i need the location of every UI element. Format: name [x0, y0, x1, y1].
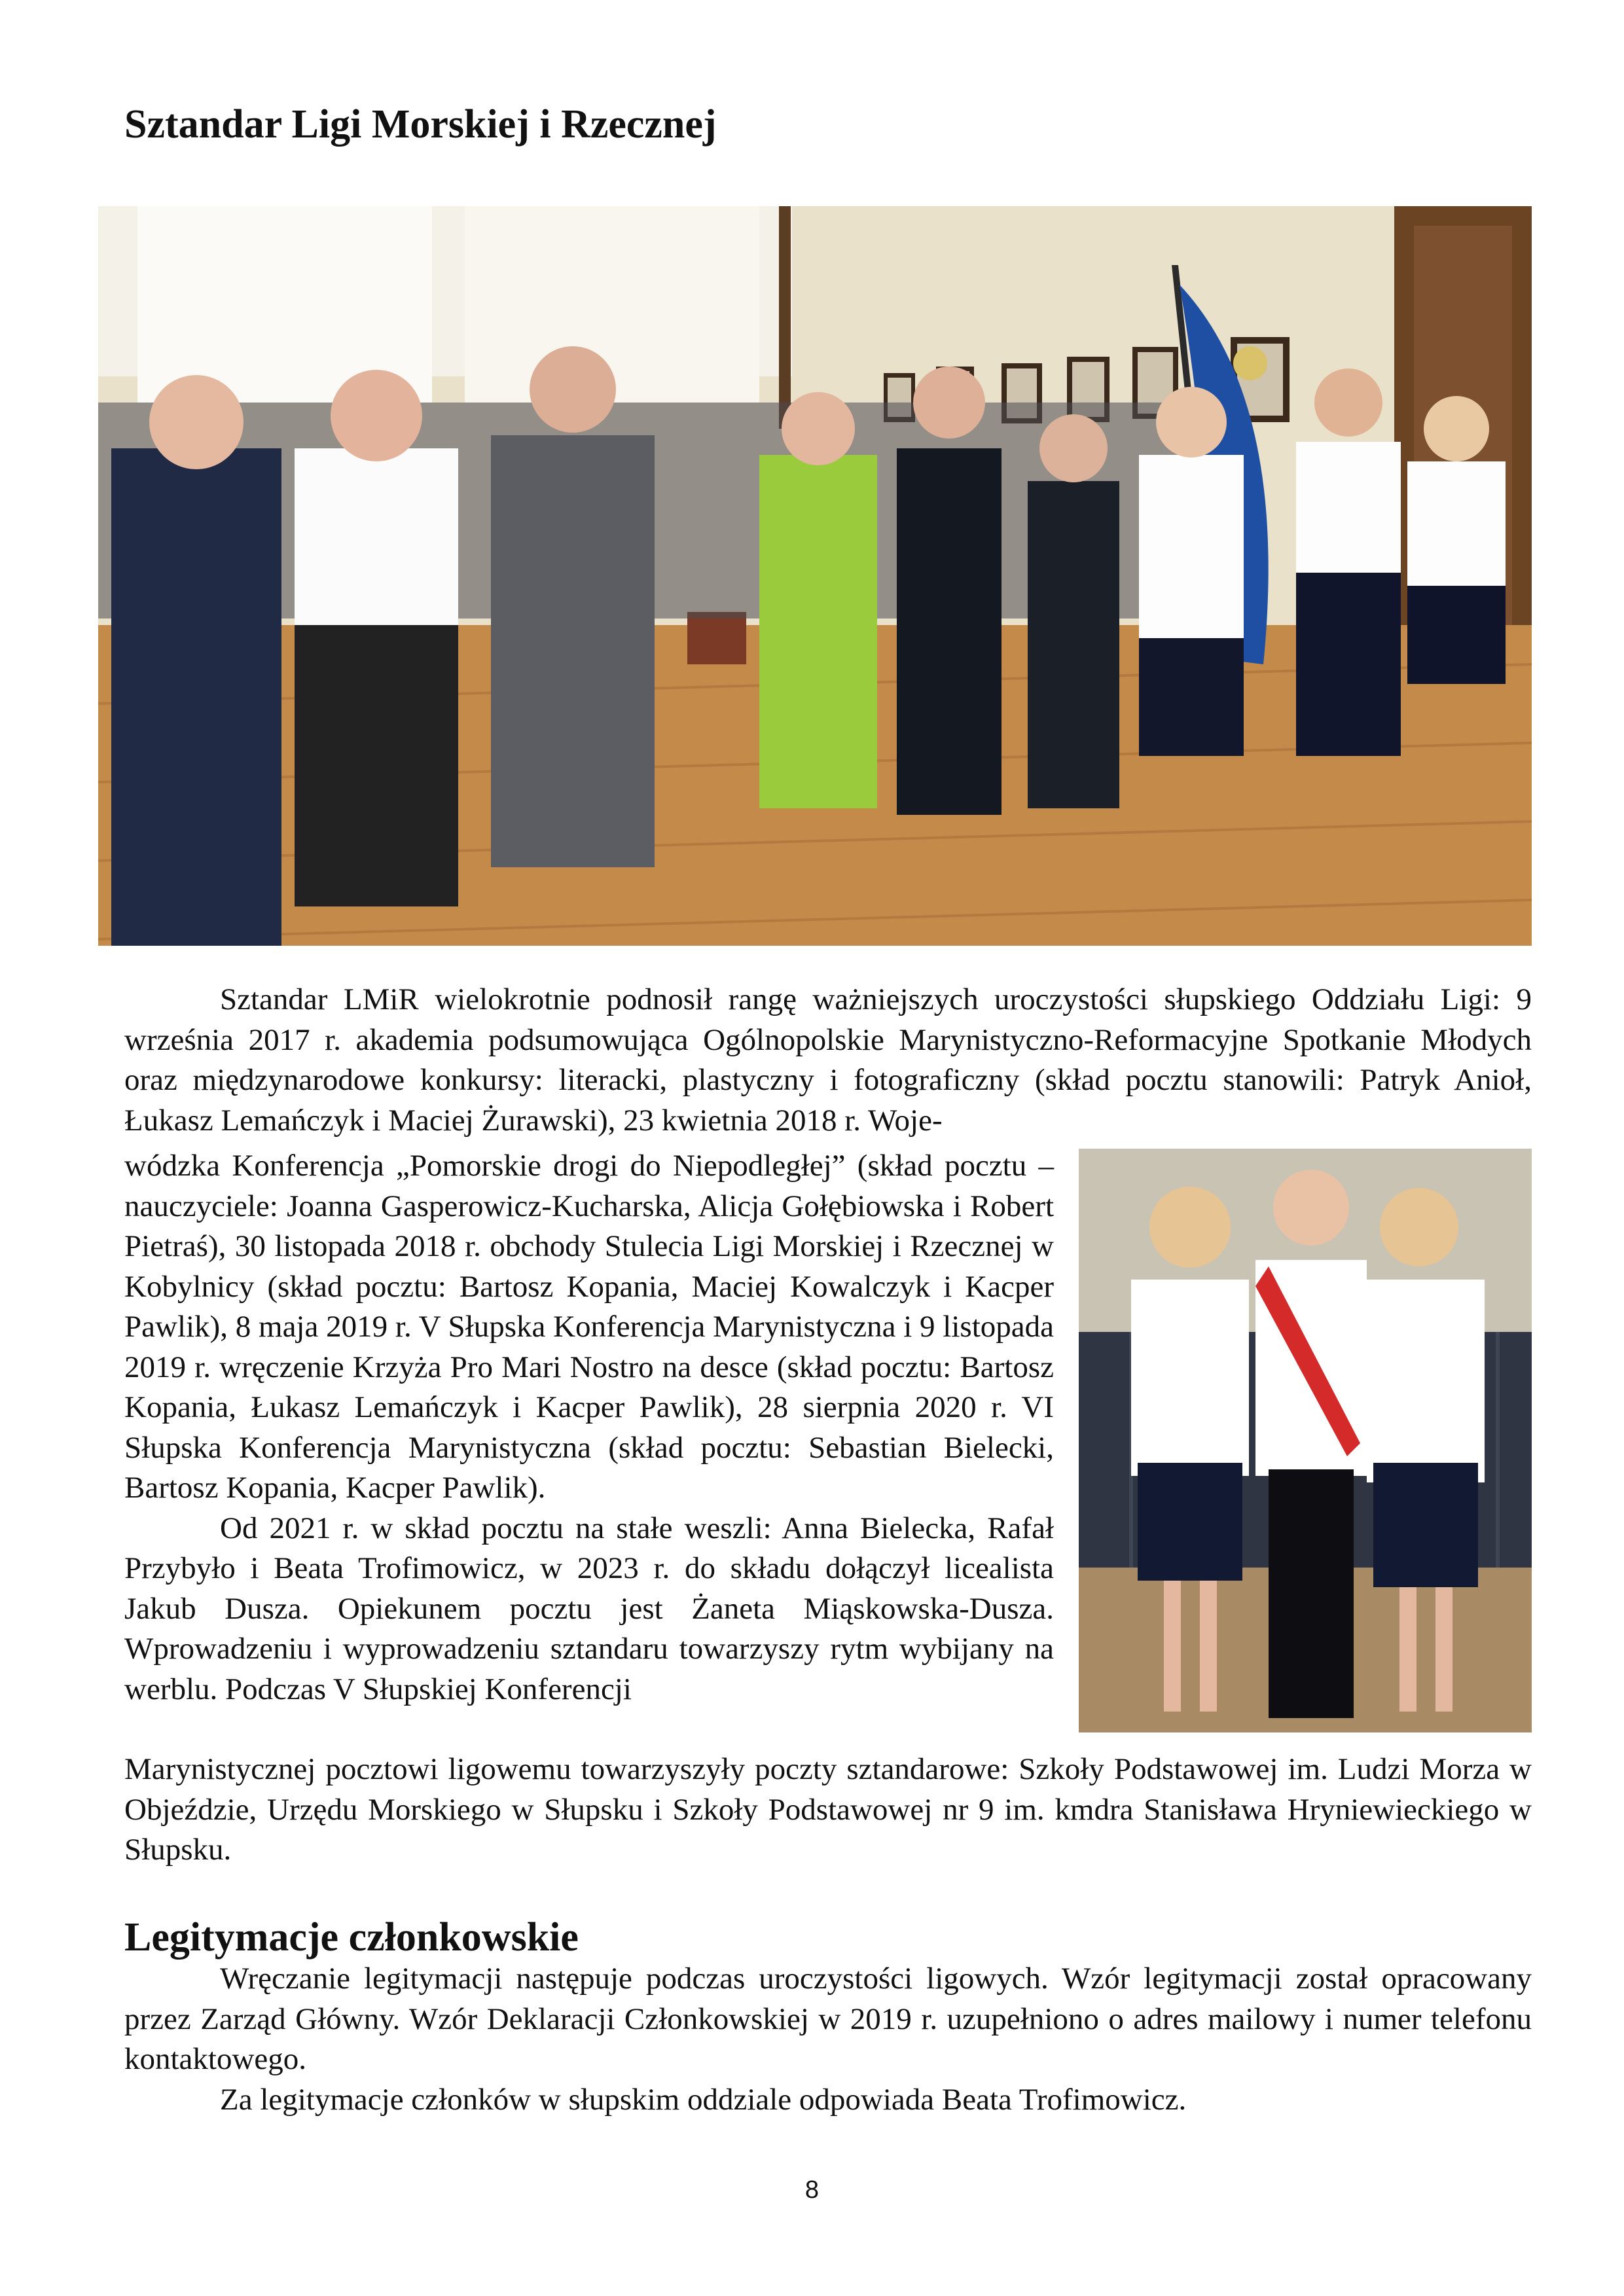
paragraph-text: Za legitymacje członków w słupskim oddziale odpowiada Beata Trofimowicz. — [220, 2082, 1187, 2117]
paragraph-block — [124, 1146, 1054, 1710]
paragraph-block — [124, 1749, 1532, 1871]
section-title-membership: Legitymacje członkowskie — [124, 1915, 579, 1960]
paragraph-block — [124, 980, 1532, 1141]
paragraph-text: Od 2021 r. w skład pocztu na stałe weszli: Anna Bielecka, Rafał Przybyło i Beata Trofimowicz, w 2023 r. do składu dołączył licealista Jakub Dusza. Opiekunem pocztu jest Żaneta Miąskowska-Dusza. Wprowadzeniu i wyprowadzeniu sztandaru towarzyszy rytm wybijany na werblu. Podczas V Słupskiej Konferencji — [124, 1511, 1054, 1706]
flag-bearers-photo — [1079, 1149, 1532, 1732]
paragraph-text: wódzka Konferencja „Pomorskie drogi do Niepodległej” (skład pocztu – nauczyciele: Joanna Gasperowicz-Kucharska, Alicja Gołębiowska i Robert Pietraś), 30 listopada 2018 r. obchody Stulecia Ligi Morskiej i Rzecznej w Kobylnicy (skład pocztu: Bartosz Kopania, Maciej Kowalczyk i Kacper Pawlik), 8 maja 2019 r. V Słupska Konferencja Marynistyczna i 9 listopada 2019 r. wręczenie Krzyża Pro Mari Nostro na desce (skład pocztu: Bartosz Kopania, Łukasz Lemańczyk i Kacper Pawlik), 28 sierpnia 2020 r. VI Słupska Konferencja Marynistyczna (skład pocztu: Sebastian Bielecki, Bartosz Kopania, Kacper Pawlik). — [124, 1149, 1054, 1505]
page-number: 8 — [804, 2176, 820, 2204]
section-title-banner: Sztandar Ligi Morskiej i Rzecznej — [124, 102, 717, 147]
paragraph-text: Sztandar LMiR wielokrotnie podnosił rangę ważniejszych uroczystości słupskiego Oddziału Ligi: 9 września 2017 r. akademia podsumowująca Ogólnopolskie Marynistyczno-Reformacyjne Spotkanie Młodych oraz międzynarodowe konkursy: literacki, plastyczny i fotograficzny (skład pocztu stanowili: Patryk Anioł, Łukasz Lemańczyk i Maciej Żurawski), 23 kwietnia 2018 r. Woje- — [124, 982, 1532, 1138]
ceremony-photo — [98, 206, 1532, 946]
paragraph-block — [124, 1959, 1532, 2120]
paragraph-text: Wręczanie legitymacji następuje podczas uroczystości ligowych. Wzór legitymacji został opracowany przez Zarząd Główny. Wzór Deklaracji Członkowskiej w 2019 r. uzupełniono o adres mailowy i numer telefonu kontaktowego. — [124, 1962, 1532, 2076]
paragraph-text: Marynistycznej pocztowi ligowemu towarzyszyły poczty sztandarowe: Szkoły Podstawowej im. Ludzi Morza w Objeździe, Urzędu Morskiego w Słupsku i Szkoły Podstawowej nr 9 im. kmdra Stanisława Hryniewieckiego w Słupsku. — [124, 1752, 1532, 1867]
